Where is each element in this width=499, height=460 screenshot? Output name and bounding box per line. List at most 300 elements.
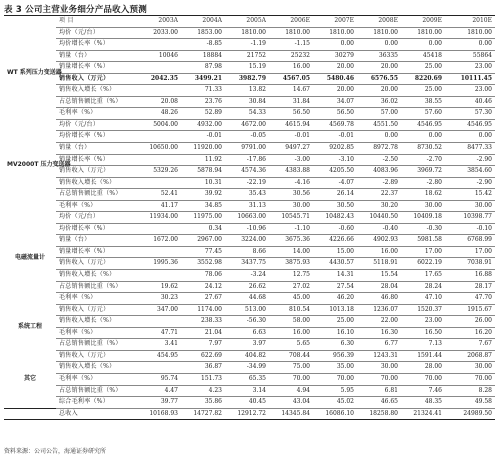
value-cell: 6.63 xyxy=(225,327,269,339)
table-row xyxy=(4,293,495,305)
value-cell: 1915.67 xyxy=(445,304,495,316)
value-cell: 11934.00 xyxy=(137,212,181,224)
value-cell: 4546.95 xyxy=(445,119,495,131)
total-label: 总收入 xyxy=(56,408,137,420)
value-cell: 6.81 xyxy=(357,385,401,397)
year-header: 2008E xyxy=(357,16,401,27)
value-cell: 0.00 xyxy=(401,131,445,143)
value-cell: 1995.36 xyxy=(137,258,181,270)
value-cell: 956.39 xyxy=(313,350,357,362)
total-value-cell: 21324.41 xyxy=(401,408,445,420)
value-cell: -0.40 xyxy=(357,223,401,235)
table-row xyxy=(4,327,495,339)
value-cell: -0.05 xyxy=(225,131,269,143)
value-cell: 27.54 xyxy=(313,281,357,293)
value-cell: 23.00 xyxy=(401,316,445,328)
value-cell: -0.60 xyxy=(313,223,357,235)
value-cell: 4.47 xyxy=(137,385,181,397)
value-cell: 4.23 xyxy=(181,385,225,397)
value-cell: 3499.21 xyxy=(181,73,225,85)
value-cell: 30.84 xyxy=(225,96,269,108)
table-row xyxy=(4,27,495,39)
value-cell: 810.54 xyxy=(269,304,313,316)
value-cell xyxy=(137,62,181,74)
product-group-label: MV2000T 压力变送器 xyxy=(7,161,71,169)
value-cell: -8.85 xyxy=(181,39,225,51)
value-cell: 40.46 xyxy=(445,96,495,108)
row-label: 毛利率（%） xyxy=(56,293,137,305)
value-cell: 16.00 xyxy=(357,246,401,258)
value-cell: 0.00 xyxy=(357,131,401,143)
value-cell: 75.00 xyxy=(269,362,313,374)
header-row xyxy=(4,16,495,27)
value-cell: 622.69 xyxy=(181,350,225,362)
value-cell: 1243.31 xyxy=(357,350,401,362)
value-cell: 10111.45 xyxy=(445,73,495,85)
value-cell: 2068.87 xyxy=(445,350,495,362)
year-header: 2009E xyxy=(401,16,445,27)
value-cell xyxy=(137,131,181,143)
value-cell: 15.00 xyxy=(313,246,357,258)
value-cell: 20.00 xyxy=(313,62,357,74)
value-cell: 20.08 xyxy=(137,96,181,108)
total-value-cell: 10168.93 xyxy=(137,408,181,420)
total-group-cell xyxy=(4,408,56,420)
value-cell: 24.12 xyxy=(181,281,225,293)
value-cell: 35.43 xyxy=(225,189,269,201)
value-cell: 78.06 xyxy=(181,270,225,282)
value-cell: 25.00 xyxy=(401,85,445,97)
total-value-cell: 24989.50 xyxy=(445,408,495,420)
table-row xyxy=(4,131,495,143)
total-value-cell: 18258.80 xyxy=(357,408,401,420)
value-cell: -3.24 xyxy=(225,270,269,282)
value-cell: 5480.46 xyxy=(313,73,357,85)
row-label: 毛利率（%） xyxy=(56,373,137,385)
value-cell: 22.00 xyxy=(357,316,401,328)
value-cell: 19.62 xyxy=(137,281,181,293)
value-cell: 5.95 xyxy=(313,385,357,397)
value-cell: 6768.99 xyxy=(445,235,495,247)
row-label: 均价增长率（%） xyxy=(56,223,137,235)
value-cell: 6022.19 xyxy=(401,258,445,270)
value-cell: 708.44 xyxy=(269,350,313,362)
value-cell: 21.04 xyxy=(181,327,225,339)
table-row xyxy=(4,108,495,120)
value-cell: 27.67 xyxy=(181,293,225,305)
value-cell: -3.00 xyxy=(269,154,313,166)
value-cell: 10409.18 xyxy=(401,212,445,224)
value-cell: 10545.71 xyxy=(269,212,313,224)
value-cell: 2033.00 xyxy=(137,27,181,39)
value-cell: 4205.50 xyxy=(313,166,357,178)
value-cell: 28.24 xyxy=(401,281,445,293)
value-cell: 14.67 xyxy=(269,85,313,97)
value-cell: 15.54 xyxy=(357,270,401,282)
value-cell: 347.00 xyxy=(137,304,181,316)
value-cell: 56.50 xyxy=(313,108,357,120)
year-header: 2005A xyxy=(225,16,269,27)
value-cell: 16.10 xyxy=(313,327,357,339)
value-cell: 10440.50 xyxy=(357,212,401,224)
value-cell: 70.00 xyxy=(357,373,401,385)
value-cell: 26.14 xyxy=(313,189,357,201)
value-cell: 0.00 xyxy=(445,131,495,143)
product-group-label: 其它 xyxy=(23,374,36,382)
value-cell: 30.00 xyxy=(357,362,401,374)
row-label: 销售收入（万元） xyxy=(56,73,137,85)
value-cell: 1810.00 xyxy=(225,27,269,39)
value-cell: 16.88 xyxy=(445,270,495,282)
value-cell: 47.70 xyxy=(445,293,495,305)
value-cell: 12.75 xyxy=(269,270,313,282)
value-cell: 36335 xyxy=(357,50,401,62)
value-cell: 18.62 xyxy=(401,189,445,201)
value-cell xyxy=(137,316,181,328)
value-cell: 5004.00 xyxy=(137,119,181,131)
value-cell: 36.02 xyxy=(357,96,401,108)
value-cell xyxy=(137,39,181,51)
row-label: 销量增长率（%） xyxy=(56,246,137,258)
table-row xyxy=(4,143,495,155)
table-row xyxy=(4,316,495,328)
value-cell: 0.00 xyxy=(401,39,445,51)
row-label: 占总销售额比重（%） xyxy=(56,189,137,201)
row-label: 均价（元/台） xyxy=(56,27,137,39)
revenue-forecast-table xyxy=(4,16,495,420)
value-cell: 55864 xyxy=(445,50,495,62)
value-cell: 30.00 xyxy=(269,200,313,212)
row-label: 均价（元/台） xyxy=(56,119,137,131)
year-header: 2006E xyxy=(269,16,313,27)
value-cell: 35.00 xyxy=(313,362,357,374)
value-cell: 16.50 xyxy=(401,327,445,339)
value-cell: 9791.00 xyxy=(225,143,269,155)
row-label: 销售收入（万元） xyxy=(56,166,137,178)
value-cell: -4.16 xyxy=(269,177,313,189)
value-cell: 4226.66 xyxy=(313,235,357,247)
value-cell: 1810.00 xyxy=(401,27,445,39)
value-cell: 1520.37 xyxy=(401,304,445,316)
value-cell: 3552.98 xyxy=(181,258,225,270)
header-group-cell xyxy=(4,16,56,27)
table-row xyxy=(4,212,495,224)
value-cell: 4672.00 xyxy=(225,119,269,131)
row-label: 毛利率（%） xyxy=(56,327,137,339)
value-cell: 7038.91 xyxy=(445,258,495,270)
value-cell xyxy=(137,223,181,235)
value-cell: 4383.88 xyxy=(269,166,313,178)
row-label: 销量（台） xyxy=(56,143,137,155)
value-cell: 25232 xyxy=(269,50,313,62)
value-cell: 404.82 xyxy=(225,350,269,362)
table-row xyxy=(4,50,495,62)
row-label: 销售收入增长（%） xyxy=(56,362,137,374)
value-cell: 1013.18 xyxy=(313,304,357,316)
row-label: 均价增长率（%） xyxy=(56,39,137,51)
value-cell: 6576.55 xyxy=(357,73,401,85)
table-row xyxy=(4,373,495,385)
value-cell: 31.13 xyxy=(225,200,269,212)
value-cell: 0.34 xyxy=(181,223,225,235)
value-cell: 45418 xyxy=(401,50,445,62)
value-cell: 1810.00 xyxy=(445,27,495,39)
row-label: 销售收入增长（%） xyxy=(56,177,137,189)
value-cell: 4574.36 xyxy=(225,166,269,178)
row-label: 销售收入（万元） xyxy=(56,304,137,316)
value-cell: 15.42 xyxy=(445,189,495,201)
total-row xyxy=(4,408,495,420)
value-cell: 95.74 xyxy=(137,373,181,385)
row-label: 销量（台） xyxy=(56,50,137,62)
row-label: 销售收入增长（%） xyxy=(56,85,137,97)
row-label: 均价增长率（%） xyxy=(56,131,137,143)
value-cell: 16.00 xyxy=(269,327,313,339)
value-cell: 3982.79 xyxy=(225,73,269,85)
value-cell: 30.56 xyxy=(269,189,313,201)
value-cell: 23.76 xyxy=(181,96,225,108)
value-cell: 16.20 xyxy=(445,327,495,339)
value-cell: 25.00 xyxy=(401,62,445,74)
value-cell: 35.86 xyxy=(181,397,225,409)
value-cell: 58.00 xyxy=(269,316,313,328)
value-cell: 2042.35 xyxy=(137,73,181,85)
value-cell: 26.00 xyxy=(445,316,495,328)
value-cell: 30.23 xyxy=(137,293,181,305)
value-cell: 11920.00 xyxy=(181,143,225,155)
value-cell: 38.55 xyxy=(401,96,445,108)
value-cell: 43.04 xyxy=(269,397,313,409)
value-cell: 8.28 xyxy=(445,385,495,397)
value-cell: -2.80 xyxy=(401,177,445,189)
value-cell: 15.19 xyxy=(225,62,269,74)
row-label: 销售收入（万元） xyxy=(56,350,137,362)
year-header: 2004A xyxy=(181,16,225,27)
value-cell: 57.60 xyxy=(401,108,445,120)
value-cell: 4569.78 xyxy=(313,119,357,131)
value-cell: 3854.60 xyxy=(445,166,495,178)
value-cell: 17.00 xyxy=(445,246,495,258)
value-cell: 46.20 xyxy=(313,293,357,305)
value-cell: 36.87 xyxy=(181,362,225,374)
value-cell: -0.10 xyxy=(445,223,495,235)
year-header: 2010E xyxy=(445,16,495,27)
table-row xyxy=(4,362,495,374)
value-cell xyxy=(137,246,181,258)
table-row xyxy=(4,385,495,397)
value-cell: 10046 xyxy=(137,50,181,62)
value-cell: 52.89 xyxy=(181,108,225,120)
table-row xyxy=(4,177,495,189)
value-cell: 45.02 xyxy=(313,397,357,409)
value-cell xyxy=(137,85,181,97)
value-cell: 26.62 xyxy=(225,281,269,293)
total-value-cell: 14727.82 xyxy=(181,408,225,420)
row-label: 毛利率（%） xyxy=(56,108,137,120)
value-cell: 8730.52 xyxy=(401,143,445,155)
product-group-label: 电磁流量计 xyxy=(14,253,45,261)
value-cell: 14.00 xyxy=(269,246,313,258)
value-cell: 4430.57 xyxy=(313,258,357,270)
value-cell: 34.85 xyxy=(181,200,225,212)
value-cell: 11975.00 xyxy=(181,212,225,224)
value-cell: 77.45 xyxy=(181,246,225,258)
value-cell: 9202.85 xyxy=(313,143,357,155)
value-cell: -10.96 xyxy=(225,223,269,235)
value-cell: 70.00 xyxy=(445,373,495,385)
value-cell: 40.45 xyxy=(225,397,269,409)
value-cell: -0.01 xyxy=(313,131,357,143)
value-cell: 3.14 xyxy=(225,385,269,397)
value-cell: -2.90 xyxy=(445,177,495,189)
value-cell: 8.66 xyxy=(225,246,269,258)
value-cell: 8477.33 xyxy=(445,143,495,155)
value-cell: -1.19 xyxy=(225,39,269,51)
value-cell: 20.00 xyxy=(357,62,401,74)
value-cell: 71.33 xyxy=(181,85,225,97)
value-cell: 7.97 xyxy=(181,339,225,351)
value-cell: 65.35 xyxy=(225,373,269,385)
value-cell: 7.67 xyxy=(445,339,495,351)
value-cell: 20.00 xyxy=(357,85,401,97)
value-cell: 57.30 xyxy=(445,108,495,120)
row-label: 占总销售额比重（%） xyxy=(56,339,137,351)
table-row xyxy=(4,235,495,247)
value-cell: -17.86 xyxy=(225,154,269,166)
table-row xyxy=(4,281,495,293)
value-cell: 3675.36 xyxy=(269,235,313,247)
table-row xyxy=(4,96,495,108)
value-cell: 6.30 xyxy=(313,339,357,351)
value-cell: 57.00 xyxy=(357,108,401,120)
value-cell: 48.26 xyxy=(137,108,181,120)
value-cell: 5878.94 xyxy=(181,166,225,178)
table-row xyxy=(4,350,495,362)
value-cell: 4546.95 xyxy=(401,119,445,131)
value-cell: 41.17 xyxy=(137,200,181,212)
row-label: 销售收入增长（%） xyxy=(56,270,137,282)
value-cell: 4551.50 xyxy=(357,119,401,131)
row-label: 均价（元/台） xyxy=(56,212,137,224)
value-cell: 3437.75 xyxy=(225,258,269,270)
value-cell: 30.50 xyxy=(313,200,357,212)
value-cell: 17.00 xyxy=(401,246,445,258)
value-cell: 16.30 xyxy=(357,327,401,339)
value-cell: 1236.07 xyxy=(357,304,401,316)
table-row xyxy=(4,73,495,85)
value-cell: 30.00 xyxy=(445,200,495,212)
value-cell: 54.33 xyxy=(225,108,269,120)
value-cell: 0.00 xyxy=(445,39,495,51)
value-cell: 49.58 xyxy=(445,397,495,409)
value-cell: 28.04 xyxy=(357,281,401,293)
value-cell: -22.19 xyxy=(225,177,269,189)
value-cell: 151.73 xyxy=(181,373,225,385)
value-cell: 5118.91 xyxy=(357,258,401,270)
table-row xyxy=(4,223,495,235)
value-cell: 30279 xyxy=(313,50,357,62)
value-cell: 3.41 xyxy=(137,339,181,351)
value-cell: 17.65 xyxy=(401,270,445,282)
value-cell: -2.89 xyxy=(357,177,401,189)
value-cell: 5329.26 xyxy=(137,166,181,178)
value-cell: 5981.58 xyxy=(401,235,445,247)
value-cell: 2967.00 xyxy=(181,235,225,247)
value-cell: 47.71 xyxy=(137,327,181,339)
value-cell: 454.95 xyxy=(137,350,181,362)
value-cell: 0.00 xyxy=(313,39,357,51)
value-cell: 9497.27 xyxy=(269,143,313,155)
value-cell: 28.17 xyxy=(445,281,495,293)
table-row xyxy=(4,154,495,166)
value-cell: 30.00 xyxy=(401,200,445,212)
value-cell: 27.02 xyxy=(269,281,313,293)
source-note: 资料来源：公司公告，海通证券研究所 xyxy=(4,448,107,455)
value-cell: 8972.78 xyxy=(357,143,401,155)
value-cell: -0.30 xyxy=(401,223,445,235)
value-cell xyxy=(137,154,181,166)
value-cell: 44.68 xyxy=(225,293,269,305)
table-row xyxy=(4,339,495,351)
value-cell: -2.90 xyxy=(445,154,495,166)
value-cell: -2.50 xyxy=(357,154,401,166)
row-label: 占总销售额比重（%） xyxy=(56,281,137,293)
product-group-label: 系统工程 xyxy=(17,322,42,330)
table-row xyxy=(4,270,495,282)
year-header: 2003A xyxy=(137,16,181,27)
value-cell: 6.77 xyxy=(357,339,401,351)
value-cell: 3.97 xyxy=(225,339,269,351)
value-cell: 8220.69 xyxy=(401,73,445,85)
row-label: 毛利率（%） xyxy=(56,200,137,212)
value-cell: 70.00 xyxy=(269,373,313,385)
total-value-cell: 14345.84 xyxy=(269,408,313,420)
value-cell: 3224.00 xyxy=(225,235,269,247)
table-row xyxy=(4,189,495,201)
product-group-label: WT 系列压力变送器 xyxy=(7,68,62,76)
row-label: 销量增长率（%） xyxy=(56,62,137,74)
value-cell: 47.10 xyxy=(401,293,445,305)
row-label: 销量（台） xyxy=(56,235,137,247)
row-label: 占总销售额比重（%） xyxy=(56,96,137,108)
value-cell: 1810.00 xyxy=(357,27,401,39)
value-cell: 39.77 xyxy=(137,397,181,409)
value-cell: 10.31 xyxy=(181,177,225,189)
value-cell: 46.80 xyxy=(357,293,401,305)
value-cell: 10398.77 xyxy=(445,212,495,224)
value-cell: 0.00 xyxy=(357,39,401,51)
value-cell: 5.65 xyxy=(269,339,313,351)
value-cell xyxy=(137,270,181,282)
value-cell: -0.01 xyxy=(269,131,313,143)
value-cell: 3875.93 xyxy=(269,258,313,270)
row-label: 占总销售额比重（%） xyxy=(56,385,137,397)
value-cell: 34.07 xyxy=(313,96,357,108)
value-cell: 1810.00 xyxy=(313,27,357,39)
value-cell: 14.31 xyxy=(313,270,357,282)
table-row xyxy=(4,85,495,97)
value-cell: -3.10 xyxy=(313,154,357,166)
value-cell: 31.84 xyxy=(269,96,313,108)
table-row xyxy=(4,119,495,131)
table-row xyxy=(4,166,495,178)
value-cell: 4902.93 xyxy=(357,235,401,247)
value-cell: 10663.00 xyxy=(225,212,269,224)
table-row xyxy=(4,397,495,409)
value-cell: 10650.00 xyxy=(137,143,181,155)
value-cell: 4932.00 xyxy=(181,119,225,131)
value-cell: 4567.05 xyxy=(269,73,313,85)
